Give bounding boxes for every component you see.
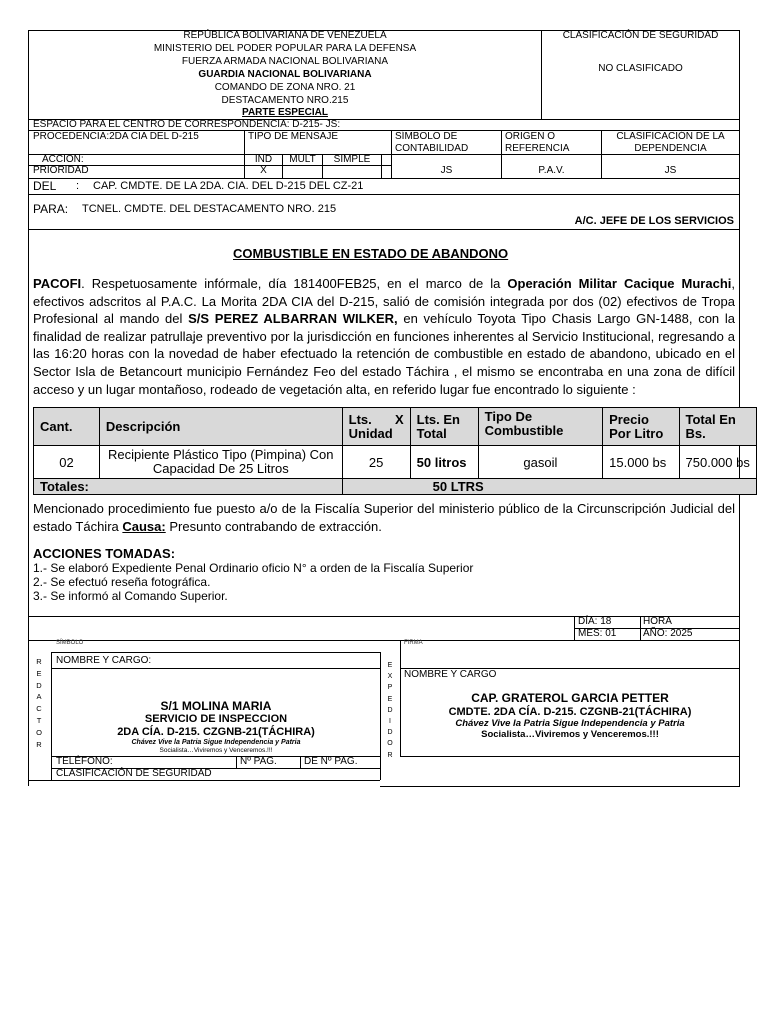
col-tipo-combustible: Tipo De Combustible	[478, 408, 603, 446]
expedidor-name: CAP. GRATEROL GARCIA PETTER	[471, 691, 669, 705]
simple-label: SIMPLE	[333, 154, 371, 165]
ind-label: IND	[254, 154, 273, 165]
pacofi-lead: PACOFI	[33, 276, 82, 291]
header-ministry: MINISTERIO DEL PODER POPULAR PARA LA DEFENSA	[153, 43, 417, 54]
mult-label: MULT	[289, 154, 316, 165]
accion-1: 1.- Se elaboró Expediente Penal Ordinario oficio N° a orden de la Fiscalía Superior	[33, 561, 474, 575]
para-label: PARA:	[33, 202, 69, 216]
prioridad-label: PRIORIDAD	[33, 165, 89, 176]
tipo-mensaje-label: TIPO DE MENSAJE	[248, 131, 339, 142]
redactor-unit: 2DA CÍA. D-215. CZGNB-21(TÁCHIRA)	[117, 726, 315, 738]
col-lts-unidad: Lts. X Unidad	[342, 408, 410, 446]
col-descripcion: Descripción	[99, 408, 342, 446]
cell-precio: 15.000 bs	[603, 446, 679, 479]
redactor-motto-1: Chávez Vive la Patria Sigue Independencia y Patria	[131, 739, 301, 746]
cell-descripcion: Recipiente Plástico Tipo (Pimpina) Con Capacidad De 25 Litros	[99, 446, 342, 479]
body-paragraph-1: PACOFI. Respetuosamente infórmale, día 181400FEB25, en el marco de la Operación Militar Cacique Murachi, efectivos adscritos al P.A.C. La Morita 2DA CIA del D-215, salió de comisión integrada por dos (02) efectivos de Tropa Profesional al mando del S/S PEREZ ALBARRAN WILKER, en vehículo Toyota Tipo Chasis Largo GN-1488, con la finalidad de realizar patrullaje preventivo por la jurisdicción en funciones inherentes al Servicio Institucional, regresando a las 16:20 horas con la novedad de haber efectuado la retención de combustible en estado de abandono, ubicado en el Sector Isla de Betancourt municipio Fernández Feo del estado Táchira , el mismo se encontraba en una zona de difícil acceso y un lugar montañoso, rodeado de vegetación alta, en referido lugar fue encontrado lo siguiente :	[33, 276, 735, 397]
procedencia: PROCEDENCIA:2DA CIA DEL D-215	[33, 131, 199, 142]
header-gnb: GUARDIA NACIONAL BOLIVARIANA	[198, 69, 372, 80]
totales-row	[34, 479, 757, 495]
clasificacion-footer-label: CLASIFICACIÓN DE SEGURIDAD	[56, 768, 212, 779]
firma-label: FIRMA	[404, 640, 423, 646]
simbolo-value: JS	[440, 165, 453, 176]
clasif-value: JS	[664, 165, 677, 176]
del-label: DEL	[33, 179, 57, 193]
redactor-vertical-label: R E D A C T O R	[36, 657, 42, 749]
del-colon: :	[76, 180, 80, 192]
redactor-motto-2: Socialista…Viviremos y Venceremos.!!!	[159, 747, 273, 754]
body-paragraph-2: Mencionado procedimiento fue puesto a/o de la Fiscalía Superior del ministerio público de la Circunscripción Judicial del estado Táchira Causa: Presunto contrabando de extracción.	[33, 501, 735, 534]
nombre-cargo-right-label: NOMBRE Y CARGO	[404, 669, 497, 680]
origen-referencia-label: ORIGEN O REFERENCIA	[505, 131, 570, 154]
expedidor-motto-2: Socialista…Viviremos y Venceremos.!!!	[481, 729, 659, 740]
ind-value: X	[260, 165, 267, 176]
totales-label: Totales:	[34, 479, 343, 495]
acciones-title: ACCIONES TOMADAS:	[33, 546, 176, 561]
header-republic: REPÚBLICA BOLIVARIANA DE VENEZUELA	[183, 30, 387, 41]
telefono-label: TELÉFONO:	[56, 756, 113, 767]
header-zone: COMANDO DE ZONA NRO. 21	[214, 82, 356, 93]
cell-cant: 02	[34, 446, 100, 479]
col-cant: Cant.	[34, 408, 100, 446]
table-row	[34, 446, 757, 479]
dia-field: DÍA: 18	[578, 616, 612, 627]
clasificacion-dependencia-label: CLASIFICACIÓN DE LA DEPENDENCIA	[616, 131, 725, 154]
ac-jefe-servicios: A/C. JEFE DE LOS SERVICIOS	[574, 215, 734, 227]
materials-table	[33, 407, 757, 495]
correspondence-space: ESPACIO PARA EL CENTRO DE CORRESPONDENCIA: D-215- JS:	[33, 119, 341, 130]
cell-total-bs: 750.000 bs	[679, 446, 756, 479]
expedidor-unit: CMDTE. 2DA CÍA. D-215. CZGNB-21(TÁCHIRA)	[448, 706, 692, 718]
simbolo-label: SÍMBOLO	[56, 640, 84, 646]
origen-value: P.A.V.	[538, 165, 565, 176]
accion-label: ACCION:	[42, 154, 84, 165]
nombre-cargo-left-label: NOMBRE Y CARGO:	[56, 655, 152, 666]
npag-label: Nº PAG.	[240, 756, 277, 767]
ano-field: AÑO: 2025	[643, 628, 693, 639]
commander-name: S/S PEREZ ALBARRAN WILKER,	[188, 311, 398, 327]
del-value: CAP. CMDTE. DE LA 2DA. CIA. DEL D-215 DEL CZ-21	[93, 180, 364, 192]
mes-field: MES: 01	[578, 628, 617, 639]
col-precio-litro: Precio Por Litro	[603, 408, 679, 446]
expedidor-motto-1: Chávez Vive la Patria Sigue Independencia y Patria	[455, 718, 685, 729]
cell-tipo: gasoil	[478, 446, 603, 479]
security-classification-label: CLASIFICACIÓN DE SEGURIDAD	[562, 30, 719, 41]
header-detachment: DESTACAMENTO NRO.215	[221, 95, 349, 106]
causa-label: Causa:	[122, 518, 166, 534]
cell-lts-total: 50 litros	[410, 446, 478, 479]
accion-2: 2.- Se efectuó reseña fotográfica.	[33, 575, 211, 589]
operation-name: Operación Militar Cacique Murachi	[507, 276, 732, 291]
header-fanb: FUERZA ARMADA NACIONAL BOLIVARIANA	[181, 56, 389, 67]
security-classification-value: NO CLASIFICADO	[598, 63, 683, 74]
col-lts-total: Lts. En Total	[410, 408, 478, 446]
redactor-role: SERVICIO DE INSPECCION	[144, 713, 288, 725]
expedidor-vertical-label: E X P E D I D O R	[387, 662, 393, 759]
hora-field: HORA	[643, 616, 672, 627]
cell-lts-unidad: 25	[342, 446, 410, 479]
redactor-name: S/1 MOLINA MARIA	[160, 699, 272, 713]
simbolo-contabilidad-label: SÍMBOLO DE CONTABILIDAD	[395, 131, 469, 154]
document-title: COMBUSTIBLE EN ESTADO DE ABANDONO	[233, 246, 509, 261]
para-value: TCNEL. CMDTE. DEL DESTACAMENTO NRO. 215	[82, 203, 337, 215]
totales-value: 50 LTRS	[342, 479, 756, 495]
denpag-label: DE Nº PAG.	[304, 756, 358, 767]
header-parte-especial: PARTE ESPECIAL	[242, 107, 328, 118]
accion-3: 3.- Se informó al Comando Superior.	[33, 589, 228, 603]
col-total-bs: Total En Bs.	[679, 408, 756, 446]
